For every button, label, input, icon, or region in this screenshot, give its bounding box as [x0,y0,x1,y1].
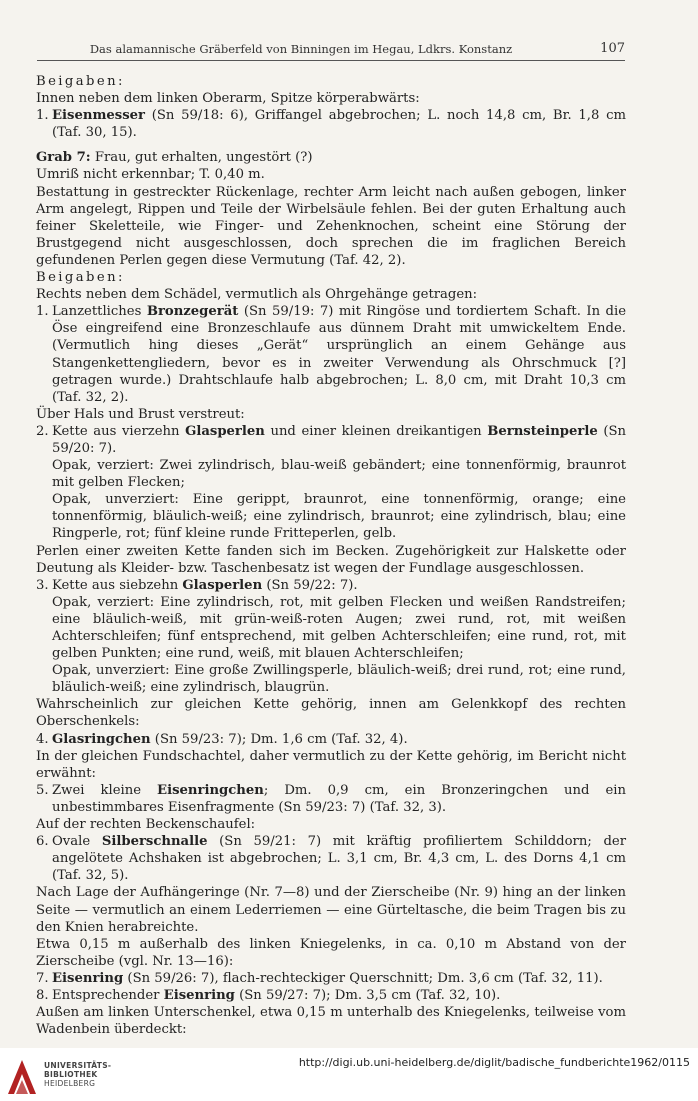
item-number: 1. [36,108,49,124]
item-term: Eisenringchen [157,782,264,798]
paragraph: Rechts neben dem Schädel, vermutlich als Ohrgehänge getragen: [36,287,478,303]
item-number: 4. [36,731,49,747]
paragraph: Wahrscheinlich zur gleichen Kette gehörig, innen am Gelenkkopf des rechten Oberschenkels: [36,697,626,730]
list-item [36,303,626,406]
item-term: Bronzegerät [146,304,239,320]
item-detail: Opak, verziert: Zwei zylindrisch, blau-weiß gebändert; eine tonnenförmig, braunrot mit gelben Flecken; [52,458,626,491]
item-text: Kette aus siebzehn Glasperlen (Sn 59/22: 7). [52,577,358,593]
item-number: 1. [36,304,49,320]
list-item [36,833,626,884]
footer-bar [0,1048,698,1101]
item-text: Kette aus vierzehn Glasperlen und einer kleinen dreikantigen Bernsteinperle (Sn 59/20: 7). [52,423,626,456]
paragraph: Auf der rechten Beckenschaufel: [36,817,256,833]
item-term: Eisenring [163,987,235,1003]
paragraph: Innen neben dem linken Oberarm, Spitze körperabwärts: [36,91,420,107]
item-text: Lanzettliches Bronzegerät (Sn 59/19: 7) mit Ringöse und tordiertem Schaft. In die Öse eingreifend eine Bronzeschlaufe aus dünnem Draht mit umwickeltem Ende. (Vermutlich hing dieses „Gerät“ ursprünglich an einem Gehänge aus Stangenkettengliedern, bevor es in zweiter Verwendung als Ohrschmuck [?] getragen wurde.) Drahtschlaufe halb abgebrochen; L. 8,0 cm, mit Draht 10,3 cm (Taf. 32, 2). [52,304,626,405]
running-head [37,42,625,62]
item-term: Eisenmesser [52,108,145,124]
page-number: 107 [600,41,625,56]
section-heading-beigaben: Beigaben: [36,270,125,286]
paragraph: Über Hals und Brust verstreut: [36,406,245,422]
list-item [36,782,626,816]
item-text: Ovale Silberschnalle (Sn 59/21: 7) mit kräftig profiliertem Schilddorn; der angelötete Achshaken ist abgebrochen; L. 3,1 cm, Br. 4,3 cm, L. des Dorns 4,1 cm (Taf. 32, 5). [52,834,627,884]
item-term: Eisenring [52,970,124,986]
paragraph: Perlen einer zweiten Kette fanden sich im Becken. Zugehörigkeit zur Halskette oder Deutung als Kleider- bzw. Taschenbesatz ist wegen der Fundlage ausgeschlossen. [36,543,626,576]
item-text: Eisenmesser (Sn 59/18: 6), Griffangel abgebrochen; L. noch 14,8 cm, Br. 1,8 cm (Taf. 30, 15). [52,108,626,141]
page-content [36,73,626,1038]
item-number: 5. [36,782,49,798]
paragraph: Nach Lage der Aufhängeringe (Nr. 7—8) und der Zierscheibe (Nr. 9) hing an der linken Seite — vermutlich an einem Lederriemen — eine Gürteltasche, die beim Tragen bis zu den Knien herabreichte. [36,885,626,935]
library-name: UNIVERSITÄTS- BIBLIOTHEK HEIDELBERG [44,1061,112,1088]
header-rule [37,60,625,61]
list-item [36,107,626,141]
paragraph: Umriß nicht erkennbar; T. 0,40 m. [36,167,265,183]
library-logo-icon [6,1056,38,1096]
paragraph: Etwa 0,15 m außerhalb des linken Kniegelenks, in ca. 0,10 m Abstand von der Zierscheibe (vgl. Nr. 13—16): [36,936,626,969]
item-text: Eisenring (Sn 59/26: 7), flach-rechteckiger Querschnitt; Dm. 3,6 cm (Taf. 32, 11). [52,970,603,986]
item-text: Zwei kleine Eisenringchen; Dm. 0,9 cm, ein Bronzeringchen und ein unbestimmbares Eisenfragmente (Sn 59/23: 7) (Taf. 32, 3). [52,782,626,815]
item-text: Entsprechender Eisenring (Sn 59/27: 7); Dm. 3,5 cm (Taf. 32, 10). [52,987,501,1003]
item-number: 8. [36,987,49,1003]
running-title: Das alamannische Gräberfeld von Binningen im Hegau, Ldkrs. Konstanz [89,42,513,56]
item-number: 7. [36,970,49,986]
item-term: Silberschnalle [101,834,208,850]
list-item [36,423,626,457]
item-term: Glasperlen [185,423,265,439]
item-term: Bernsteinperle [487,423,598,439]
item-term: Glasperlen [182,577,263,593]
item-number: 3. [36,577,49,593]
item-text: Glasringchen (Sn 59/23: 7); Dm. 1,6 cm (Taf. 32, 4). [52,731,408,747]
grave-label: Grab 7: [36,150,91,166]
item-number: 6. [36,834,49,850]
item-number: 2. [36,423,49,439]
item-detail: Opak, unverziert: Eine gerippt, braunrot, eine tonnenförmig, orange; eine tonnenförmig, bläulich-weiß; eine zylindrisch, braunrot; eine zylindrisch, blau; eine Ringperle, rot; fünf kleine runde Fritteperlen, gelb. [52,492,626,542]
section-heading-beigaben: Beigaben: [36,74,125,89]
spacer [36,141,626,149]
grave-heading: Grab 7: Frau, gut erhalten, ungestört (?) [36,150,313,166]
paragraph: Außen am linken Unterschenkel, etwa 0,15 m unterhalb des Kniegelenks, teilweise vom Wadenbein überdeckt: [36,1005,626,1038]
list-item [36,970,626,987]
item-detail: Opak, verziert: Eine zylindrisch, rot, mit gelben Flecken und weißen Randstreifen; eine bläulich-weiß, mit grün-weiß-roten Augen; zwei rund, rot, mit weißen Achterschleifen; fünf entsprechend, mit gelben Achterschleifen; eine rund, rot, mit gelben Punkten; eine rund, weiß, mit blauen Achterschleifen; [52,594,626,662]
item-term: Glasringchen [52,731,151,747]
source-url-link[interactable]: http://digi.ub.uni-heidelberg.de/diglit/badische_fundberichte1962/0115 [298,1056,690,1069]
list-item [36,731,626,748]
paragraph: In der gleichen Fundschachtel, daher vermutlich zu der Kette gehörig, im Bericht nicht erwähnt: [36,748,626,781]
paragraph: Bestattung in gestreckter Rückenlage, rechter Arm leicht nach außen gebogen, linker Arm angelegt, Rippen und Teile der Wirbelsäule fehlen. Bei der guten Erhaltung auch feiner Skeletteile, wie Finger- und Zehenknochen, scheint eine Störung der Brustgegend nicht ausgeschlossen, doch sprechen die im fraglichen Bereich gefundenen Perlen gegen diese Vermutung (Taf. 42, 2). [36,184,626,268]
list-item [36,577,626,594]
item-detail: Opak, unverziert: Eine große Zwillingsperle, bläulich-weiß; drei rund, rot; eine rund, bläulich-weiß; eine zylindrisch, blaugrün. [52,663,626,696]
list-item [36,987,626,1004]
